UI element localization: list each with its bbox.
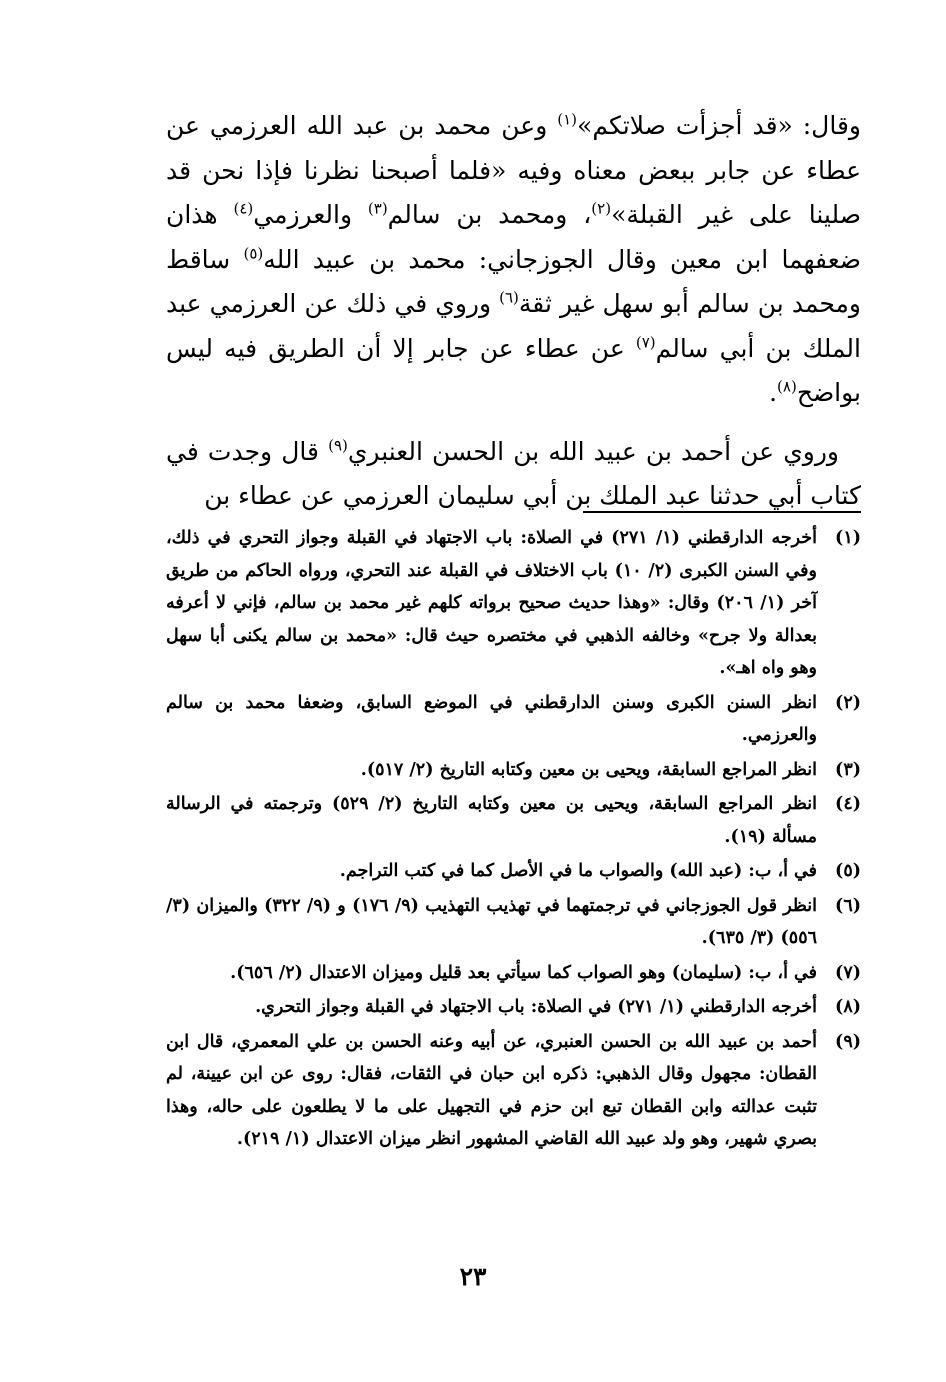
footnote-number: (١): [835, 528, 861, 548]
text-run: هذان ضعفهما ابن معين وقال الجوزجاني: محمد بن عبيد الله: [166, 200, 861, 274]
footnote-item: [166, 754, 861, 787]
footnote-separator: [583, 511, 861, 513]
footnote-text: انظر قول الجوزجاني في ترجمتهما في تهذيب التهذيب (٩/ ١٧٦) و (٩/ ٣٢٢) والميزان (٣/ ٥٥٦) (٣/ ٦٣٥).: [166, 895, 817, 948]
footnote-reference: (٢): [591, 199, 612, 218]
footnote-number: (٢): [835, 692, 861, 713]
footnote-text: أحمد بن عبيد الله بن الحسن العنبري، عن أبيه وعنه الحسن بن علي المعمري، قال ابن القطان: مجهول وقال الذهبي: ذكره ابن حبان في الثقات، فقال: روى عن ابن عيينة، لم تثبت عدالته وابن القطان تبع ابن حزم في التجهيل على ما لا يطلعون على حاله، وهذا بصري شهير، وهو ولد عبيد الله القاضي المشهور انظر ميزان الاعتدال (١/ ٢١٩).: [166, 1031, 817, 1149]
footnote-text: أخرجه الدارقطني (١/ ٢٧١) في الصلاة: باب الاجتهاد في القبلة وجواز التحري.: [255, 997, 817, 1017]
footnote-item: [166, 957, 861, 990]
text-run: والعرزمي: [253, 200, 368, 229]
footnote-reference: (٩): [328, 436, 348, 455]
text-run: .: [769, 378, 778, 407]
footnote-reference: (٦): [499, 288, 519, 307]
text-run: عن عطاء عن جابر إلا أن الطريق فيه ليس بواضح: [166, 333, 861, 407]
footnote-item: [166, 855, 861, 888]
text-run: وروي عن أحمد بن عبيد الله بن الحسن العنبري: [347, 436, 839, 466]
text-run: ساقط ومحمد بن سالم أبو سهل غير ثقة: [166, 244, 862, 318]
main-text: [166, 104, 861, 519]
footnote-reference: (٤): [233, 199, 254, 218]
text-run: قال وجدت في كتاب أبي حدثنا عبد الملك بن أبي سليمان العرزمي عن عطاء بن: [166, 436, 861, 510]
footnote-number: (٣): [835, 759, 861, 780]
footnotes: [166, 522, 861, 1158]
footnote-item: [166, 991, 861, 1024]
footnote-text: أخرجه الدارقطني (١/ ٢٧١) في الصلاة: باب الاجتهاد في القبلة وجواز التحري في ذلك، وفي السنن الكبرى (٢/ ١٠) باب الاختلاف في القبلة عند التحري، ورواه الحاكم من طريق آخر (١/ ٢٠٦) وقال: «وهذا حديث صحيح برواته كلهم غير محمد بن سالم، فإني لا أعرفه بعدالة ولا جرح» وخالفه الذهبي في مختصره حيث قال: «محمد بن سالم يكنى أبا سهل وهو واه اهـ».: [166, 528, 817, 678]
footnote-text: في أ، ب: (عبد الله) والصواب ما في الأصل كما في كتب التراجم.: [339, 861, 817, 881]
text-run: وروي في ذلك عن العرزمي عبد الملك بن أبي سالم: [166, 289, 861, 363]
text-run: وقال: «قد أجزأت صلاتكم»: [577, 111, 861, 140]
footnote-item: [166, 1026, 861, 1156]
footnote-number: (٩): [835, 1031, 861, 1052]
text-run: ، ومحمد بن سالم: [387, 200, 592, 229]
footnote-number: (٥): [835, 861, 861, 881]
footnote-item: [166, 788, 861, 853]
footnote-reference: (٧): [635, 333, 656, 352]
paragraph-2: [166, 430, 861, 519]
text-run: وعن محمد بن عبد الله العرزمي عن عطاء عن جابر ببعض معناه وفيه «فلما أصبحنا نظرنا فإذا نحن قد صلينا على غير القبلة»: [166, 111, 861, 229]
footnote-number: (٤): [835, 794, 861, 814]
footnote-number: (٦): [835, 895, 861, 916]
footnote-item: [166, 687, 861, 752]
footnote-reference: (١): [557, 110, 578, 129]
footnote-text: في أ، ب: (سليمان) وهو الصواب كما سيأتي بعد قليل وميزان الاعتدال (٢/ ٦٥٦).: [230, 962, 817, 983]
footnote-item: [166, 522, 861, 685]
footnote-item: [166, 890, 861, 955]
footnote-text: انظر السنن الكبرى وسنن الدارقطني في الموضع السابق، وضعفا محمد بن سالم والعرزمي.: [166, 692, 817, 745]
footnote-number: (٨): [835, 997, 861, 1017]
footnote-number: (٧): [835, 962, 861, 983]
page-number: ٢٣: [459, 1262, 487, 1291]
footnote-reference: (٥): [243, 244, 264, 263]
footnote-reference: (٨): [777, 377, 797, 396]
footnote-reference: (٣): [367, 199, 388, 218]
footnote-text: انظر المراجع السابقة، ويحيى بن معين وكتابه التاريخ (٢/ ٥٢٩) وترجمته في الرسالة مسألة (١٩).: [166, 794, 817, 847]
footnote-text: انظر المراجع السابقة، ويحيى بن معين وكتابه التاريخ (٢/ ٥١٧).: [360, 759, 817, 780]
paragraph-1: [166, 104, 861, 416]
